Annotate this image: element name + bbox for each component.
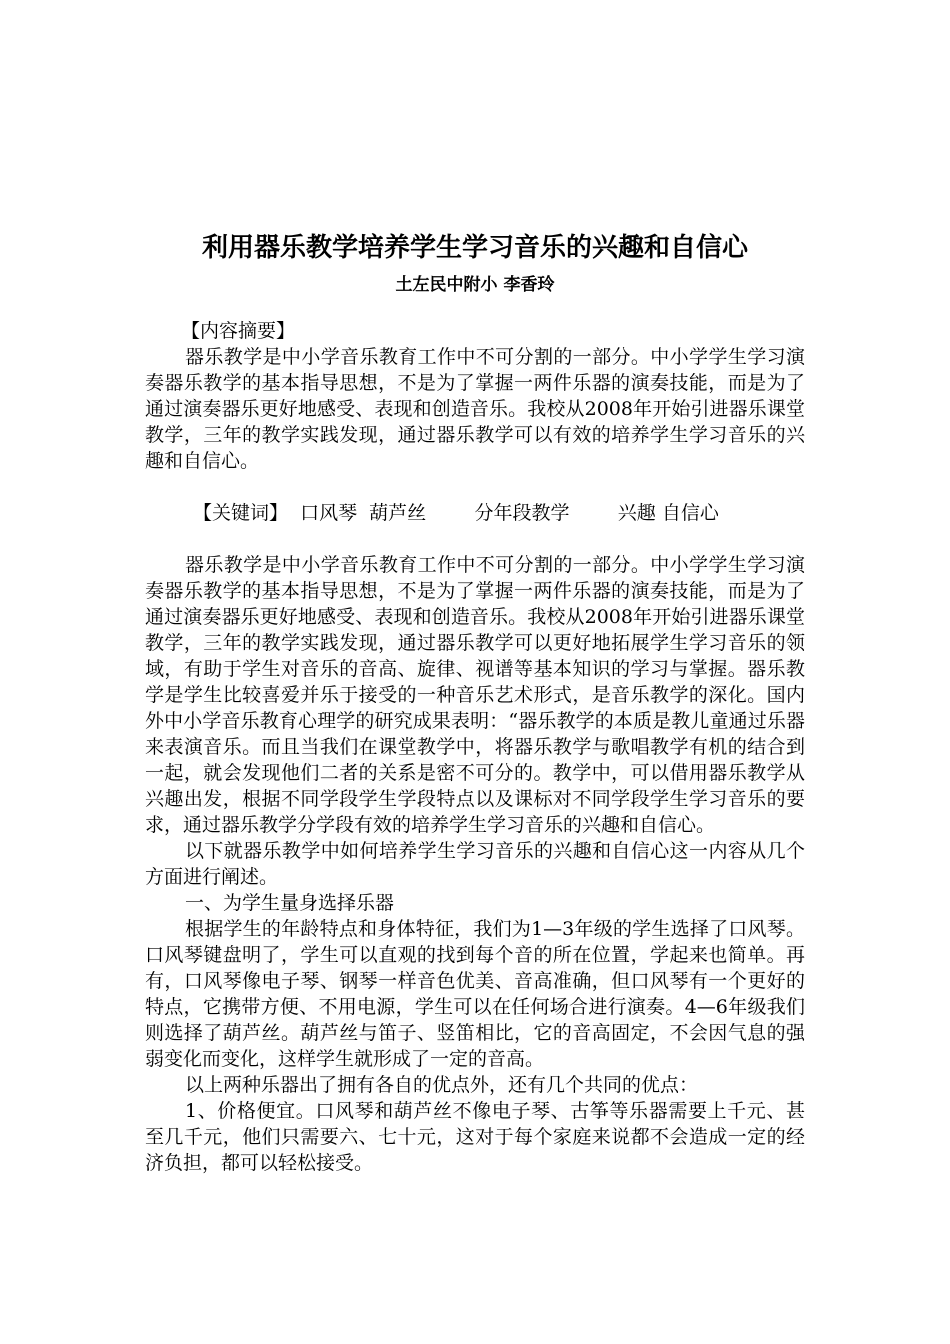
body-paragraph-1: 器乐教学是中小学音乐教育工作中不可分割的一部分。中小学学生学习演奏器乐教学的基本指导思想，不是为了掌握一两件乐器的演奏技能，而是为了通过演奏器乐更好地感受、表现和创造音乐。我校从2008年开始引进器乐课堂教学，三年的教学实践发现，通过器乐教学可以更好地拓展学生学习音乐的领域，有助于学生对音乐的音高、旋律、视谱等基本知识的学习与掌握。器乐教学是学生比较喜爱并乐于接受的一种音乐艺术形式，是音乐教学的深化。国内外中小学音乐教育心理学的研究成果表明：“器乐教学的本质是教儿童通过乐器来表演音乐。而且当我们在课堂教学中，将器乐教学与歌唱教学有机的结合到一起，就会发现他们二者的关系是密不可分的。教学中，可以借用器乐教学从兴趣出发，根据不同学段学生学段特点以及课标对不同学段学生学习音乐的要求，通过器乐教学分学段有效的培养学生学习音乐的兴趣和自信心。 <box>145 554 805 836</box>
document-author: 土左民中附小 李香玲 <box>395 275 555 295</box>
body-paragraph-3: 根据学生的年龄特点和身体特征，我们为1—3年级的学生选择了口风琴。口风琴键盘明了，学生可以直观的找到每个音的所在位置，学起来也简单。再有，口风琴像电子琴、钢琴一样音色优美、音高准确，但口风琴有一个更好的特点，它携带方便、不用电源，学生可以在任何场合进行演奏。4—6年级我们则选择了葫芦丝。葫芦丝与笛子、竖笛相比，它的音高固定，不会因气息的强弱变化而变化，这样学生就形成了一定的音高。 <box>145 918 805 1070</box>
body-paragraph-2: 以下就器乐教学中如何培养学生学习音乐的兴趣和自信心这一内容从几个方面进行阐述。 <box>145 840 805 888</box>
abstract-heading: 【内容摘要】 <box>181 320 296 342</box>
document-page <box>145 228 805 1176</box>
abstract-paragraph: 器乐教学是中小学音乐教育工作中不可分割的一部分。中小学学生学习演奏器乐教学的基本指导思想，不是为了掌握一两件乐器的演奏技能，而是为了通过演奏器乐更好地感受、表现和创造音乐。我校从2008年开始引进器乐课堂教学，三年的教学实践发现，通过器乐教学可以有效的培养学生学习音乐的兴趣和自信心。 <box>145 346 805 472</box>
section-heading-1: 一、为学生量身选择乐器 <box>185 892 395 914</box>
body-paragraph-4: 以上两种乐器出了拥有各自的优点外，还有几个共同的优点： <box>185 1074 699 1096</box>
document-title: 利用器乐教学培养学生学习音乐的兴趣和自信心 <box>201 233 748 263</box>
keywords-line: 【关键词】 口风琴 葫芦丝 分年段教学 兴趣 自信心 <box>193 502 719 524</box>
body-paragraph-5: 1、价格便宜。口风琴和葫芦丝不像电子琴、古筝等乐器需要上千元、甚至几千元，他们只需要六、七十元，这对于每个家庭来说都不会造成一定的经济负担，都可以轻松接受。 <box>145 1100 805 1174</box>
